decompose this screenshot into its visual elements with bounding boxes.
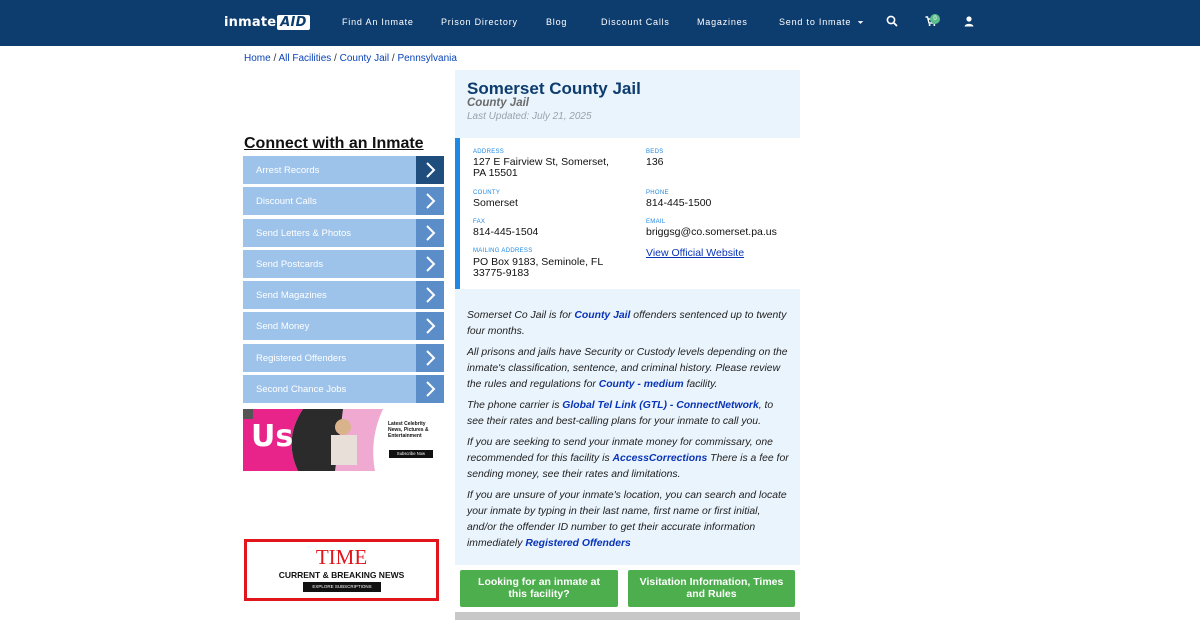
connect-menu <box>243 156 444 406</box>
paragraph-money <box>467 435 789 483</box>
logo-text: inmate <box>224 15 277 30</box>
us-tagline: Latest Celebrity News, Pictures & Entertainment <box>388 421 429 439</box>
time-ad[interactable] <box>244 539 439 601</box>
chevron-right-icon <box>416 156 444 184</box>
cart-count-badge: 0 <box>930 14 940 24</box>
paragraph-phone <box>467 398 789 430</box>
email-value[interactable]: briggsg@co.somerset.pa.us <box>646 226 777 238</box>
logo-aid: AID <box>277 15 309 30</box>
p3-text-a: The phone carrier is <box>467 400 563 411</box>
sidebar-item-send-postcards[interactable] <box>243 250 444 278</box>
p5-text-a: If you are unsure of your inmate's location, you can search and locate your inmate by typing in their last name, first name or first initial, and/or the offender ID number to get their accurate information immediately <box>467 490 787 549</box>
chevron-right-icon <box>416 344 444 372</box>
time-logo: TIME <box>315 545 368 569</box>
access-corrections-link[interactable]: AccessCorrections <box>612 453 708 464</box>
chevron-right-icon <box>416 375 444 403</box>
sidebar-item-send-money[interactable] <box>243 312 444 340</box>
p3-text-b: , to see their rates and best-calling plans for your inmate to call you. <box>467 400 774 427</box>
nav-prison-directory[interactable]: Prison Directory <box>441 17 518 27</box>
county-label: COUNTY <box>473 190 501 196</box>
sidebar-item-discount-calls[interactable] <box>243 187 444 215</box>
mailing-line-1: PO Box 9183, Seminole, FL <box>473 256 604 268</box>
us-subscribe-button[interactable]: Subscribe Now <box>389 450 433 458</box>
sidebar-item-label: Send Letters & Photos <box>256 227 352 239</box>
email-label: EMAIL <box>646 219 666 225</box>
top-navbar <box>0 0 1200 46</box>
nav-send-to-inmate-label: Send to Inmate <box>779 17 852 27</box>
search-icon[interactable] <box>885 14 899 28</box>
p4-text-b: There is a fee for sending money, see their rates and limitations. <box>467 453 789 480</box>
official-website-link[interactable]: View Official Website <box>646 247 745 259</box>
mailing-line-2: 33775-9183 <box>473 267 530 279</box>
beds-label: BEDS <box>646 149 664 155</box>
breadcrumb-state[interactable]: Pennsylvania <box>397 53 457 64</box>
nav-blog[interactable]: Blog <box>546 17 568 27</box>
sidebar-item-send-magazines[interactable] <box>243 281 444 309</box>
sidebar-item-arrest-records[interactable] <box>243 156 444 184</box>
sidebar-item-label: Arrest Records <box>256 165 320 176</box>
nav-send-to-inmate[interactable] <box>779 17 864 27</box>
time-tagline: CURRENT & BREAKING NEWS <box>278 570 405 580</box>
chevron-right-icon <box>416 187 444 215</box>
time-explore-button[interactable]: EXPLORE SUBSCRIPTIONS <box>303 582 381 592</box>
address-label: ADDRESS <box>473 149 505 155</box>
breadcrumb-sep: / <box>389 53 398 64</box>
registered-offenders-link[interactable]: Registered Offenders <box>525 538 631 549</box>
sidebar-item-label: Second Chance Jobs <box>256 383 347 395</box>
paragraph-locate <box>467 488 789 552</box>
breadcrumb-county-jail[interactable]: County Jail <box>339 53 390 64</box>
chevron-right-icon <box>416 219 444 247</box>
paragraph-security <box>467 345 789 393</box>
fax-value: 814-445-1504 <box>473 226 539 238</box>
connect-title: Connect with an Inmate <box>244 135 424 152</box>
nav-find-inmate[interactable]: Find An Inmate <box>342 17 414 27</box>
chevron-right-icon <box>416 281 444 309</box>
caret-down-icon <box>857 19 864 26</box>
sidebar-item-registered-offenders[interactable] <box>243 344 444 372</box>
last-updated: Last Updated: July 21, 2025 <box>467 111 592 122</box>
breadcrumb-all-facilities[interactable]: All Facilities <box>278 53 332 64</box>
breadcrumb <box>244 53 457 64</box>
us-logo: Us <box>251 419 294 454</box>
beds-value: 136 <box>646 156 664 168</box>
nav-magazines[interactable]: Magazines <box>697 17 748 27</box>
mailing-address-label: MAILING ADDRESS <box>473 248 533 254</box>
facility-type: County Jail <box>467 97 529 109</box>
breadcrumb-sep: / <box>270 53 279 64</box>
phone-value: 814-445-1500 <box>646 197 712 209</box>
looking-for-inmate-button[interactable]: Looking for an inmate at this facility? <box>460 570 618 607</box>
county-medium-link[interactable]: County - medium <box>598 379 684 390</box>
us-weekly-ad[interactable] <box>243 409 443 471</box>
p1-text-b: offenders sentenced up to twenty four months. <box>467 310 787 337</box>
p2-text-a: All prisons and jails have Security or Custody levels depending on the inmate's classification, sentence, and criminal history. Please review the rules and regulations for <box>467 347 788 390</box>
fax-label: FAX <box>473 219 486 225</box>
facility-info-card <box>455 138 800 289</box>
breadcrumb-home[interactable]: Home <box>244 53 271 64</box>
county-jail-link[interactable]: County Jail <box>574 310 631 321</box>
breadcrumb-sep: / <box>331 53 340 64</box>
phone-label: PHONE <box>646 190 669 196</box>
sidebar-item-label: Discount Calls <box>256 196 317 208</box>
sidebar-item-label: Send Money <box>256 321 310 333</box>
chevron-right-icon <box>416 312 444 340</box>
sidebar-item-label: Send Postcards <box>256 258 324 270</box>
sidebar-item-send-letters[interactable] <box>243 219 444 247</box>
p1-text-a: Somerset Co Jail is for <box>467 310 575 321</box>
gtl-link[interactable]: Global Tel Link (GTL) - ConnectNetwork <box>562 400 759 411</box>
p4-text-a: If you are seeking to send your inmate money for commissary, one recommended for this facility is <box>467 437 773 464</box>
user-icon[interactable] <box>962 14 976 28</box>
facility-image <box>455 612 800 620</box>
sidebar-item-label: Registered Offenders <box>256 352 347 364</box>
address-line-2: PA 15501 <box>473 167 518 179</box>
site-logo[interactable] <box>224 15 310 30</box>
chevron-right-icon <box>416 250 444 278</box>
p2-text-b: facility. <box>683 379 718 390</box>
sidebar-item-second-chance-jobs[interactable] <box>243 375 444 403</box>
nav-discount-calls[interactable]: Discount Calls <box>601 17 670 27</box>
visitation-info-button[interactable]: Visitation Information, Times and Rules <box>628 570 795 607</box>
paragraph-sentence <box>467 308 789 340</box>
sidebar-item-label: Send Magazines <box>256 290 327 301</box>
facility-title: Somerset County Jail <box>467 79 641 98</box>
address-line-1: 127 E Fairview St, Somerset, <box>473 156 609 168</box>
county-value: Somerset <box>473 197 518 209</box>
